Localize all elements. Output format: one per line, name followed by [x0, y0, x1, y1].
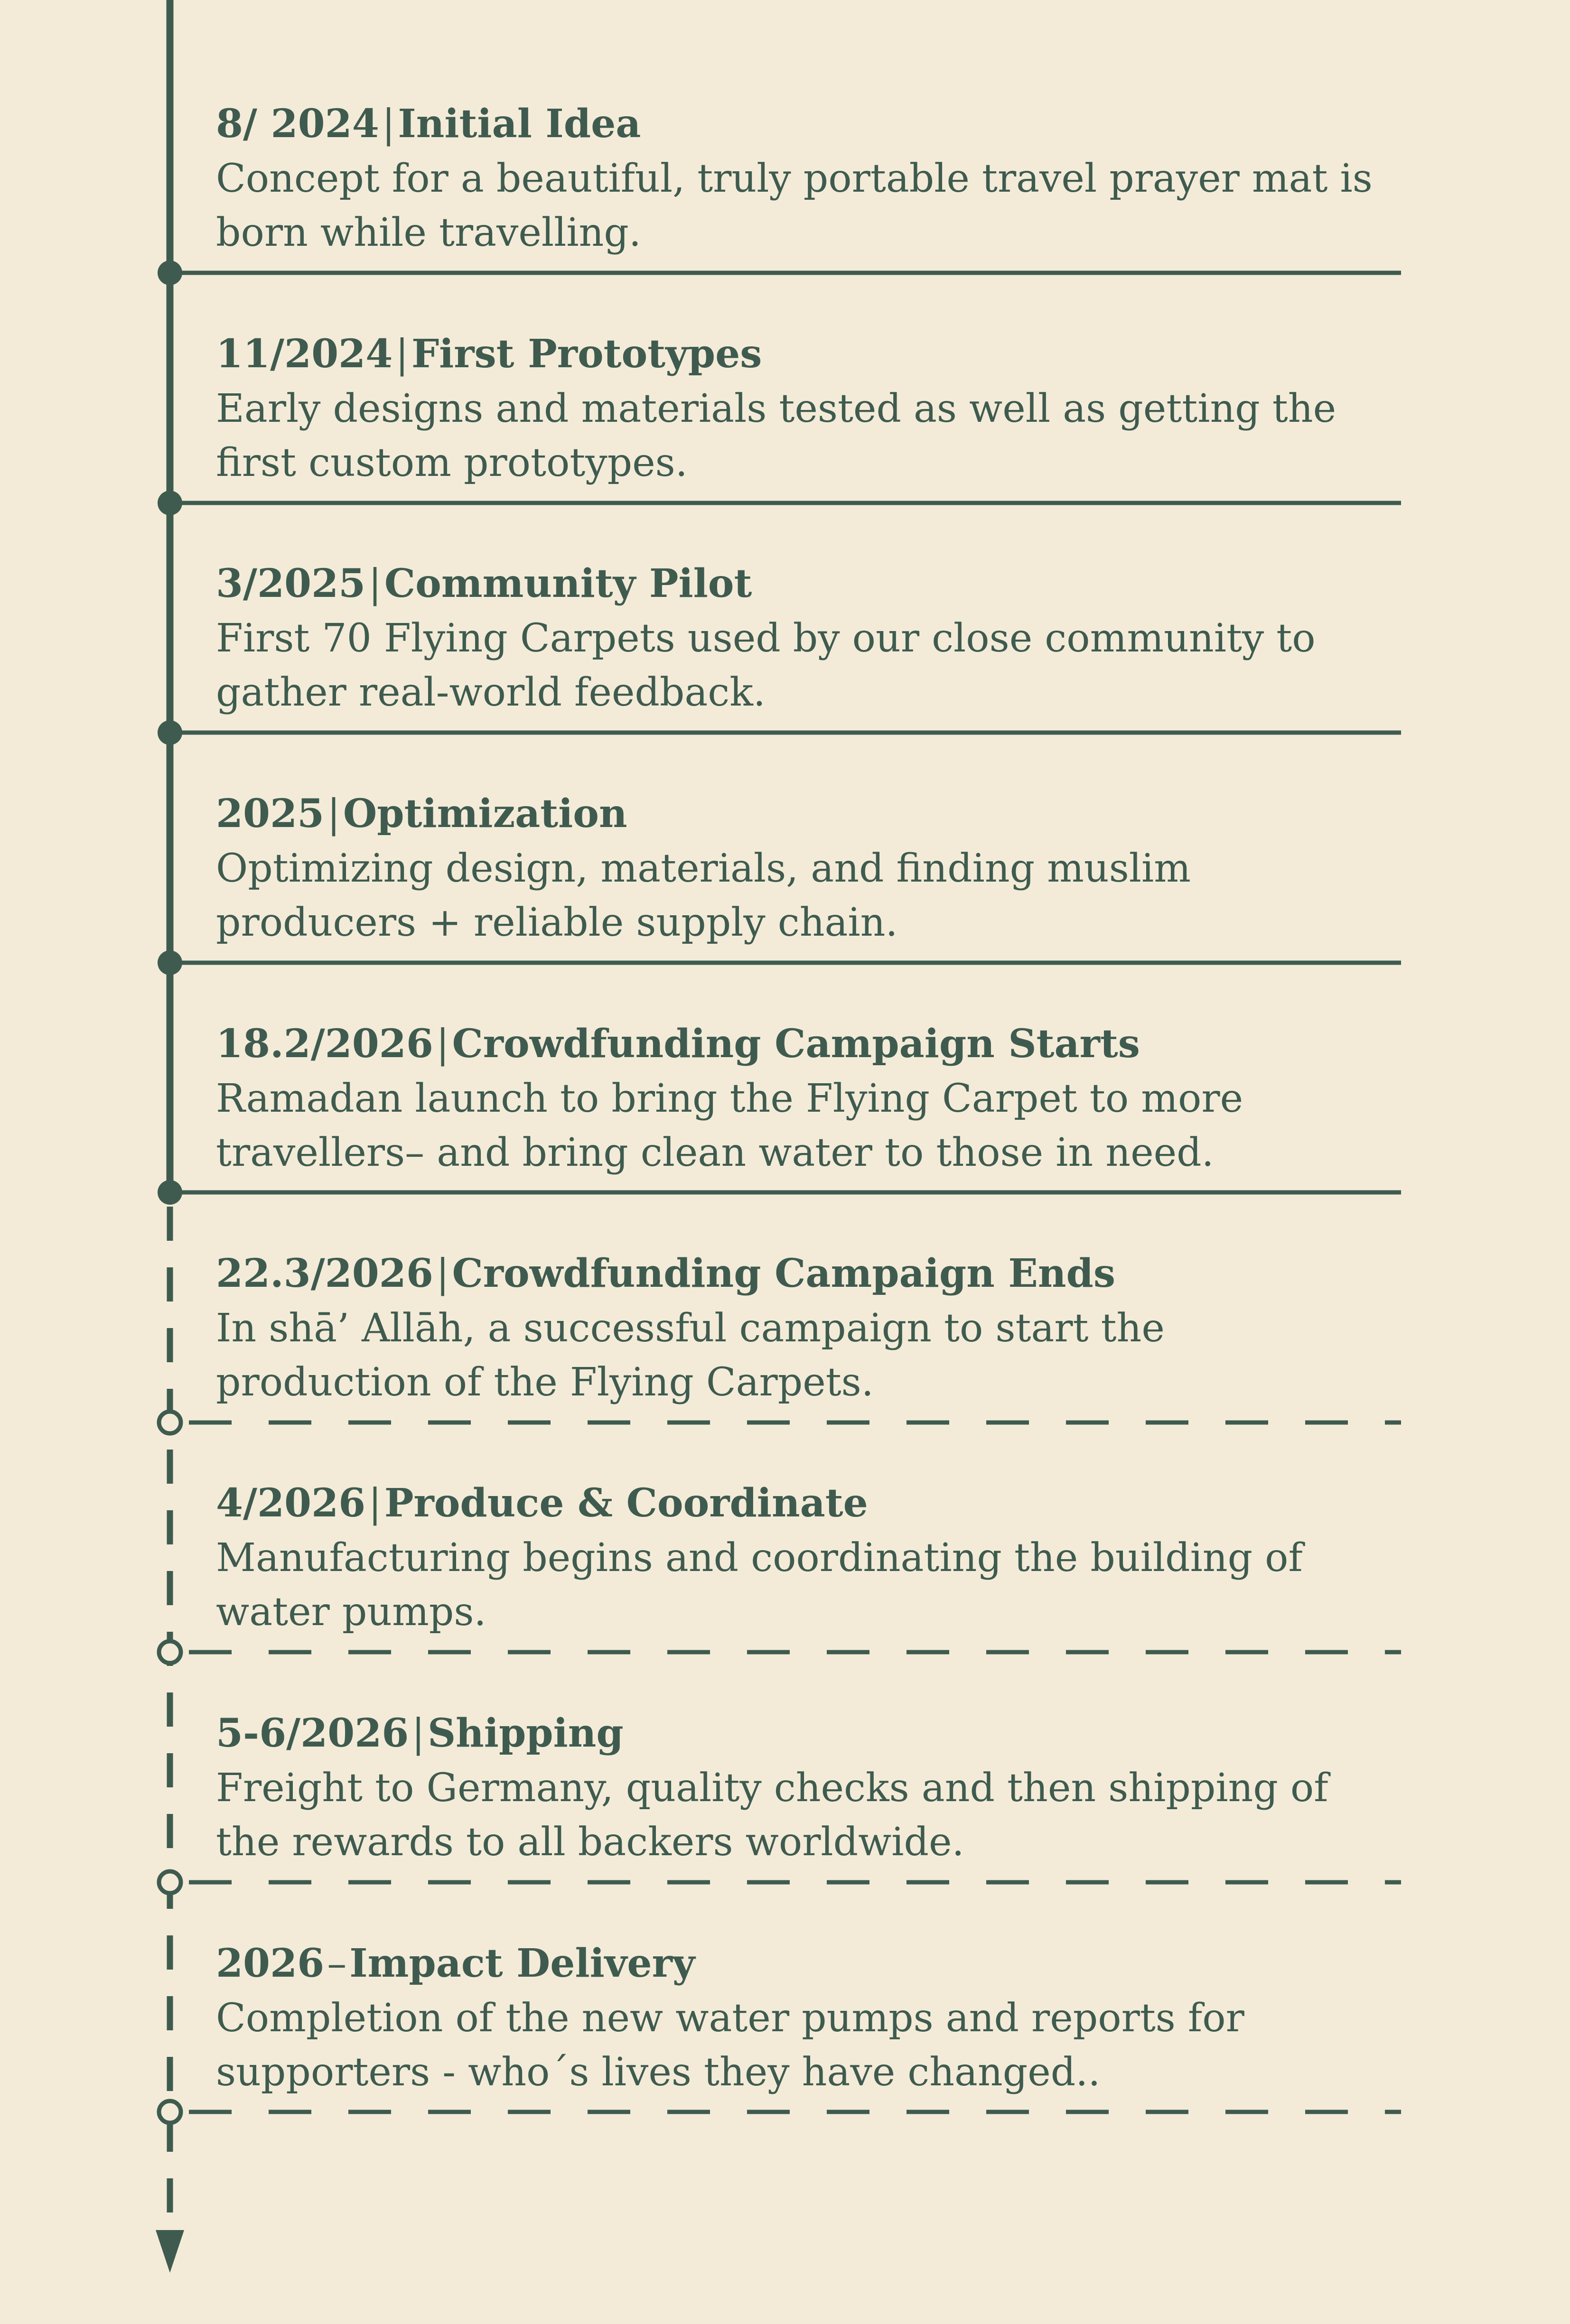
entry-title: Impact Delivery: [349, 1941, 695, 1986]
entry-date: 8/ 2024: [216, 101, 379, 147]
entry-description: Freight to Germany, quality checks and then shipping of the rewards to all backers worldwide.: [216, 1766, 1328, 1865]
entry-title: Crowdfunding Campaign Starts: [452, 1021, 1140, 1067]
entry-separator: |: [436, 1251, 449, 1296]
entry-title: First Prototypes: [411, 331, 762, 377]
entry-heading: [216, 1707, 1412, 1760]
entry-heading: [216, 1477, 1412, 1530]
entry-description: Early designs and materials tested as well as getting the first custom prototypes.: [216, 386, 1336, 485]
timeline-entry: [216, 787, 1412, 950]
entry-title: Initial Idea: [398, 101, 641, 147]
milestone-dot-filled: [158, 950, 182, 975]
entry-separator: |: [395, 332, 409, 377]
entry-description: Concept for a beautiful, truly portable travel prayer mat is born while travelling.: [216, 156, 1373, 255]
entry-separator: |: [411, 1711, 425, 1756]
entry-separator: |: [327, 791, 340, 837]
entry-heading: [216, 1017, 1412, 1071]
entry-date: 11/2024: [216, 331, 393, 377]
entry-separator: –: [327, 1941, 347, 1986]
entry-separator: |: [436, 1022, 449, 1067]
entry-heading: [216, 1247, 1412, 1301]
timeline-entry: [216, 557, 1412, 720]
milestone-dot-open: [159, 1412, 181, 1433]
entry-description: Optimizing design, materials, and finding muslim producers + reliable supply chain.: [216, 846, 1191, 945]
entry-heading: [216, 787, 1412, 841]
milestone-dot-open: [159, 1871, 181, 1893]
entry-title: Optimization: [343, 791, 627, 837]
entry-date: 2025: [216, 791, 325, 837]
timeline-entry: [216, 1017, 1412, 1180]
entry-heading: [216, 557, 1412, 611]
entry-separator: |: [368, 561, 382, 606]
entry-description: Ramadan launch to bring the Flying Carpet to more travellers– and bring clean water to those in need.: [216, 1076, 1243, 1175]
timeline-entry: [216, 327, 1412, 490]
entry-heading: [216, 1937, 1412, 1990]
entry-title: Produce & Coordinate: [384, 1480, 868, 1526]
entry-separator: |: [382, 102, 395, 147]
entry-date: 3/2025: [216, 561, 366, 606]
milestone-dot-open: [159, 1641, 181, 1663]
entry-description: Manufacturing begins and coordinating the building of water pumps.: [216, 1535, 1303, 1635]
timeline-entry: [216, 1707, 1412, 1869]
entry-heading: [216, 327, 1412, 381]
entry-date: 2026: [216, 1941, 325, 1986]
timeline-entry: [216, 1937, 1412, 2100]
milestone-dot-open: [159, 2101, 181, 2123]
entry-title: Shipping: [427, 1710, 624, 1756]
entry-date: 5-6/2026: [216, 1710, 409, 1756]
entry-date: 18.2/2026: [216, 1021, 433, 1067]
milestone-dot-filled: [158, 491, 182, 515]
timeline-entry: [216, 97, 1412, 260]
milestone-dot-filled: [158, 1180, 182, 1205]
milestone-dot-filled: [158, 260, 182, 285]
entry-description: Completion of the new water pumps and reports for supporters - who´s lives they have changed..: [216, 1996, 1244, 2095]
entry-description: First 70 Flying Carpets used by our close community to gather real-world feedback.: [216, 616, 1316, 715]
entry-description: In shā’ Allāh, a successful campaign to start the production of the Flying Carpets.: [216, 1306, 1165, 1405]
entry-title: Community Pilot: [384, 561, 752, 606]
timeline-entry: [216, 1477, 1412, 1639]
entry-heading: [216, 97, 1412, 151]
milestone-dot-filled: [158, 720, 182, 745]
timeline-entry: [216, 1247, 1412, 1410]
entry-date: 4/2026: [216, 1480, 366, 1526]
entry-title: Crowdfunding Campaign Ends: [452, 1251, 1116, 1296]
arrow-down-icon: [156, 2230, 184, 2273]
entry-separator: |: [368, 1481, 382, 1526]
entry-date: 22.3/2026: [216, 1251, 433, 1296]
